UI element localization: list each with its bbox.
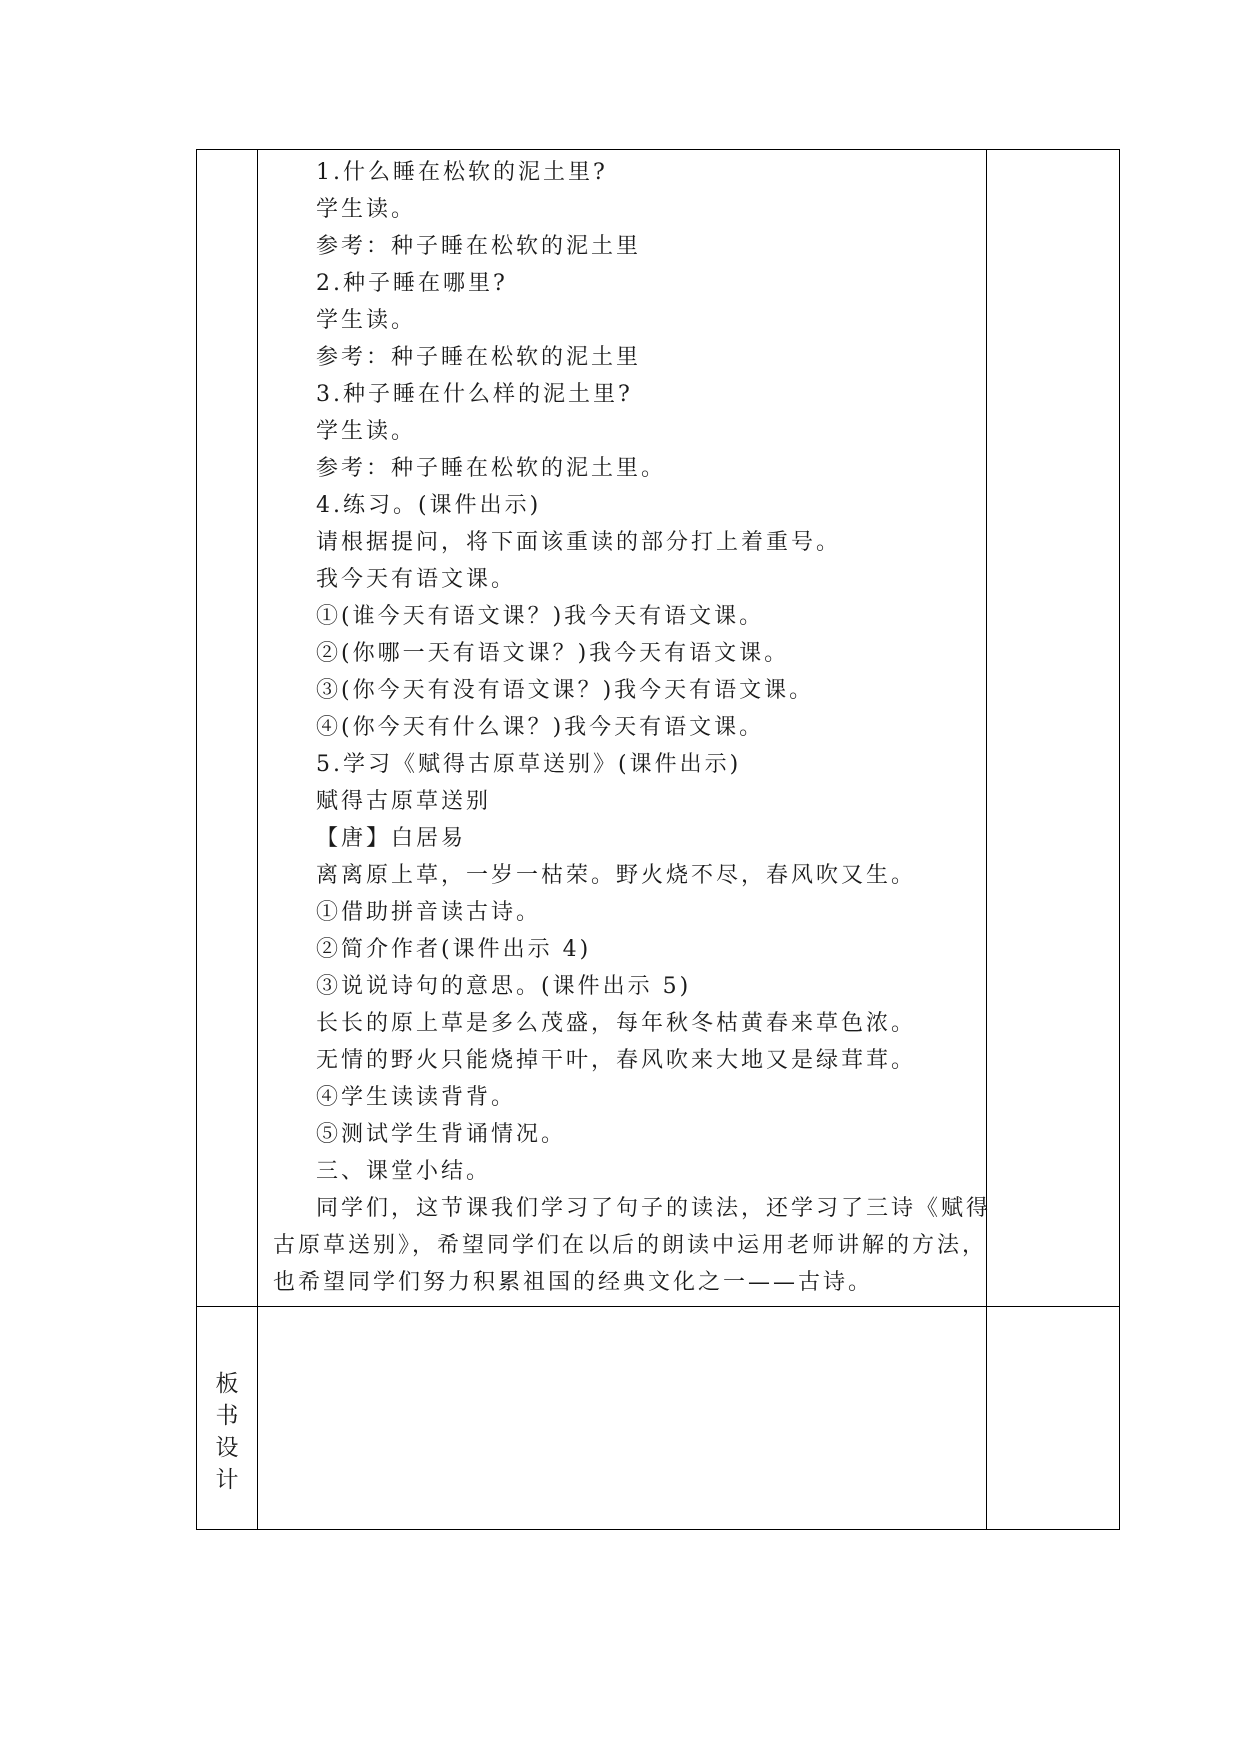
- text-line: 学生读。: [316, 197, 417, 222]
- lesson-plan-table: [196, 149, 1120, 1530]
- text-line: 1.什么睡在松软的泥土里?: [316, 160, 608, 185]
- summary-line: 同学们，这节课我们学习了句子的读法，还学习了三诗《赋得: [316, 1196, 992, 1221]
- label-char: 设: [215, 1435, 239, 1461]
- text-line: 参考：种子睡在松软的泥土里。: [316, 456, 667, 481]
- summary-line: 也希望同学们努力积累祖国的经典文化之一——古诗。: [273, 1270, 874, 1295]
- text-line: 参考：种子睡在松软的泥土里: [316, 234, 642, 259]
- text-line: 4.练习。(课件出示): [316, 493, 542, 518]
- section-heading: 三、课堂小结。: [316, 1159, 492, 1184]
- text-line: ④学生读读背背。: [316, 1085, 517, 1110]
- text-line: 学生读。: [316, 419, 417, 444]
- text-line: ①(谁今天有语文课？)我今天有语文课。: [316, 604, 765, 629]
- text-line: 3.种子睡在什么样的泥土里?: [316, 382, 633, 407]
- poem-text: 离离原上草，一岁一枯荣。野火烧不尽，春风吹又生。: [316, 863, 917, 888]
- label-char: 计: [215, 1467, 239, 1493]
- row-divider: [197, 1306, 1119, 1307]
- text-line: ②简介作者(课件出示 4): [316, 937, 592, 962]
- text-line: ③说说诗句的意思。(课件出示 5): [316, 974, 692, 999]
- label-char: 书: [215, 1403, 239, 1429]
- poem-author: 【唐】白居易: [316, 826, 467, 851]
- poem-title: 赋得古原草送别: [316, 789, 492, 814]
- label-char: 板: [215, 1371, 239, 1397]
- text-line: 无情的野火只能烧掉干叶，春风吹来大地又是绿茸茸。: [316, 1048, 917, 1073]
- text-line: 请根据提问，将下面该重读的部分打上着重号。: [316, 530, 842, 555]
- text-line: 长长的原上草是多么茂盛，每年秋冬枯黄春来草色浓。: [316, 1011, 917, 1036]
- text-line: 参考：种子睡在松软的泥土里: [316, 345, 642, 370]
- text-line: ①借助拼音读古诗。: [316, 900, 542, 925]
- text-line: 2.种子睡在哪里?: [316, 271, 508, 296]
- column-divider-right: [986, 150, 987, 1529]
- text-line: ⑤测试学生背诵情况。: [316, 1122, 567, 1147]
- text-line: 学生读。: [316, 308, 417, 333]
- text-line: ④(你今天有什么课？)我今天有语文课。: [316, 715, 765, 740]
- column-divider-left: [257, 150, 258, 1529]
- text-line: 5.学习《赋得古原草送别》(课件出示): [316, 752, 742, 777]
- text-line: ③(你今天有没有语文课？)我今天有语文课。: [316, 678, 815, 703]
- text-line: 我今天有语文课。: [316, 567, 517, 592]
- board-design-label: [197, 1368, 257, 1496]
- text-line: ②(你哪一天有语文课？)我今天有语文课。: [316, 641, 790, 666]
- summary-line: 古原草送别》，希望同学们在以后的朗读中运用老师讲解的方法，: [273, 1233, 988, 1258]
